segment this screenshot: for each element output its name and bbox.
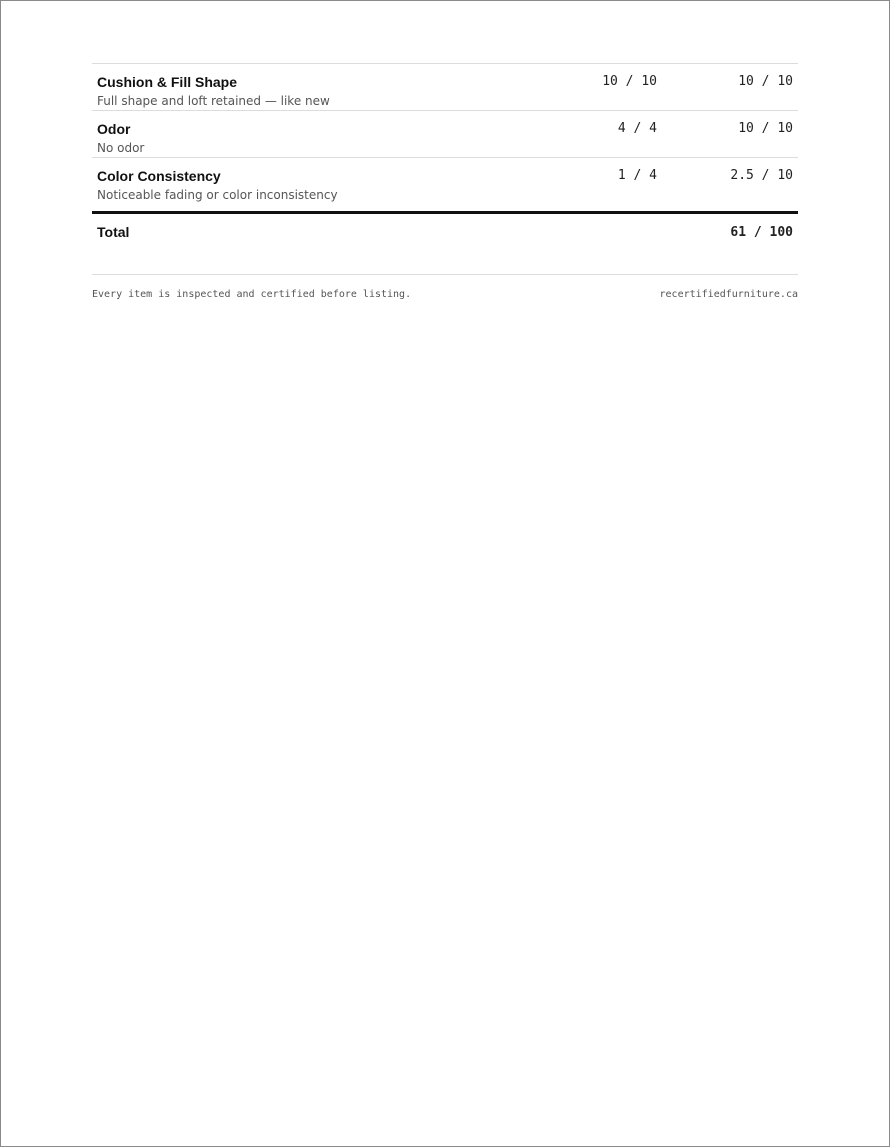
- footer-note: Every item is inspected and certified before listing.: [92, 289, 412, 300]
- footer-website: recertifiedfurniture.ca: [659, 289, 798, 300]
- table-row: [92, 111, 798, 158]
- total-label: Total: [97, 224, 130, 240]
- weighted-score: 10 / 10: [662, 64, 798, 111]
- criterion-cell: [92, 111, 562, 158]
- total-score: 61 / 100: [730, 225, 793, 240]
- footer: [92, 289, 798, 300]
- criterion-name: Odor: [97, 121, 131, 137]
- raw-score: 4 / 4: [562, 111, 662, 158]
- raw-score: 10 / 10: [562, 64, 662, 111]
- report-content: [92, 63, 798, 300]
- score-table: [92, 63, 798, 275]
- table-row: [92, 158, 798, 213]
- criterion-cell: [92, 158, 562, 213]
- table-row: [92, 64, 798, 111]
- weighted-score: 10 / 10: [662, 111, 798, 158]
- criterion-name: Cushion & Fill Shape: [97, 74, 238, 90]
- criterion-name: Color Consistency: [97, 168, 221, 184]
- weighted-score: 2.5 / 10: [662, 158, 798, 213]
- criterion-cell: [92, 64, 562, 111]
- criterion-description: No odor: [97, 141, 145, 155]
- criterion-description: Full shape and loft retained — like new: [97, 94, 330, 108]
- raw-score: 1 / 4: [562, 158, 662, 213]
- total-row: [92, 213, 798, 275]
- criterion-description: Noticeable fading or color inconsistency: [97, 188, 338, 202]
